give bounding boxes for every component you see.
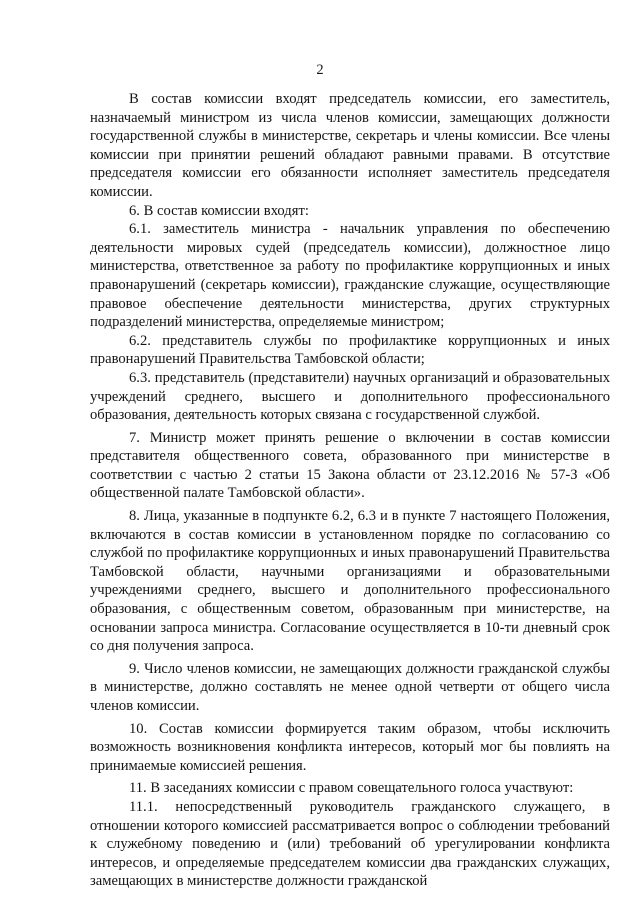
paragraph-6: 6. В состав комиссии входят: [129, 202, 309, 219]
paragraph-10: 10. Состав комиссии формируется таким образом, чтобы исключить возможность возникновения конфликта интересов, который мог бы повлиять на принимаемые комиссией решения. [90, 720, 610, 774]
paragraph-6-1: 6.1. заместитель министра - начальник управления по обеспечению деятельности мировых судей (председатель комиссии), должностное лицо министерства, ответственное за работу по профилактике коррупционных и иных правонарушений (секретарь комиссии), гражданские служащие, осуществляющие правовое обеспечение деятельности министерства, других структурных подразделений министерства, определяемые министром; [90, 221, 610, 331]
paragraph-6-2: 6.2. представитель службы по профилактике коррупционных и иных правонарушений Правительства Тамбовской области; [90, 332, 610, 368]
paragraph-6-3: 6.3. представитель (представители) научных организаций и образовательных учреждений среднего, высшего и дополнительного профессионального образования, деятельность которых связана с государственной службой. [90, 369, 610, 424]
paragraph-9: 9. Число членов комиссии, не замещающих должности гражданской службы в министерстве, должно составлять не менее одной четверти от общего числа членов комиссии. [90, 660, 610, 714]
paragraph-8: 8. Лица, указанные в подпункте 6.2, 6.3 и в пункте 7 настоящего Положения, включаются в состав комиссии в установленном порядке по согласованию со службой по профилактике коррупционных и иных правонарушений Правительства Тамбовской области, научными организациями и образовательными учреждениями среднего, высшего и дополнительного профессионального образования, с общественным советом, образованным при министерстве, на основании запроса министра. Согласование осуществляется в 10-ти дневный срок со дня получения запроса. [90, 508, 610, 655]
paragraph-commission-composition: В состав комиссии входят председатель комиссии, его заместитель, назначаемый министром из числа членов комиссии, замещающих должности государственной службы в министерстве, секретарь и члены комиссии. Все члены комиссии при принятии решений обладают равными правами. В отсутствие председателя комиссии его обязанности исполняет заместитель председателя комиссии. [90, 91, 610, 200]
paragraph-7: 7. Министр может принять решение о включении в состав комиссии представителя общественного совета, образованного при министерстве в соответствии с частью 2 статьи 15 Закона области от 23.12.2016 № 57-З «Об общественной палате Тамбовской области». [90, 429, 610, 502]
paragraph-11: 11. В заседаниях комиссии с правом совещательного голоса участвуют: [129, 780, 574, 797]
paragraph-11-1: 11.1. непосредственный руководитель гражданского служащего, в отношении которого комиссией рассматривается вопрос о соблюдении требований к служебному поведению и (или) требований об урегулировании конфликта интересов, и определяемые председателем комиссии два гражданских служащих, замещающих в министерстве должности гражданской [90, 798, 610, 890]
page-number: 2 [316, 62, 324, 78]
document-body [90, 90, 610, 891]
